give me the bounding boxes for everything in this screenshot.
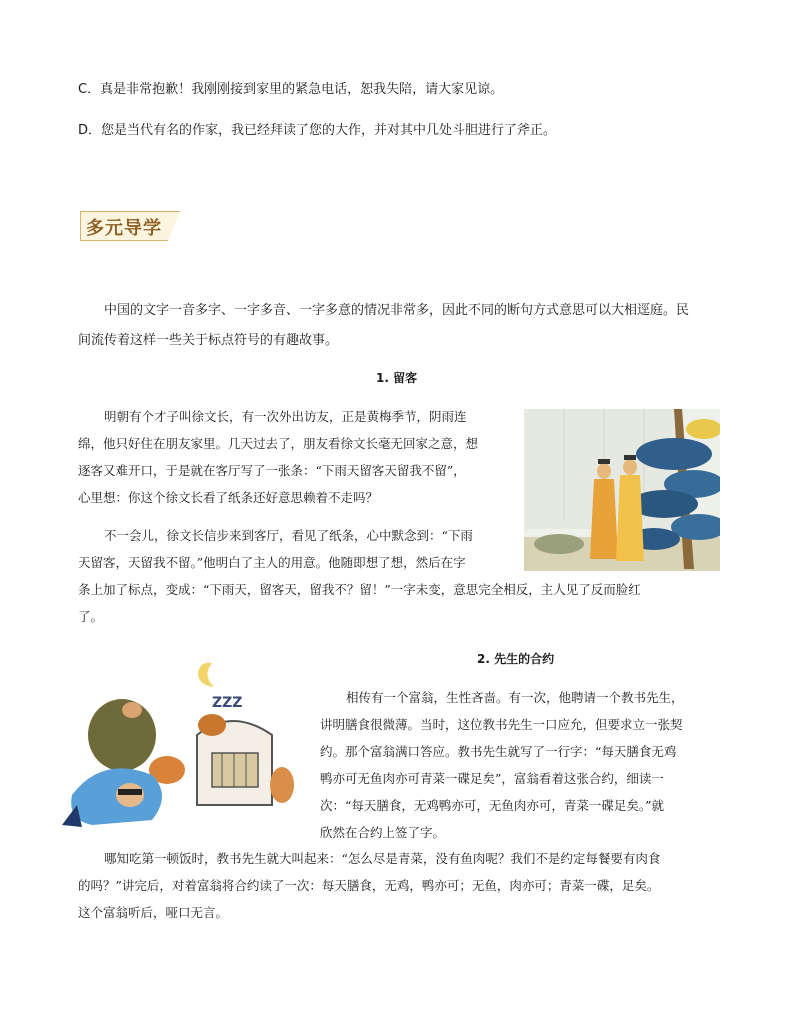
option-d: D．您是当代有名的作家，我已经拜读了您的大作，并对其中几处斗胆进行了斧正。 (78, 123, 557, 138)
story1-p2-line: 不一会儿，徐文长信步来到客厅，看见了纸条，心中默念到：“下雨 (104, 528, 473, 543)
story1-p1-line: 心里想：你这个徐文长看了纸条还好意思赖着不走吗？ (78, 490, 379, 505)
story1-paragraph-1 (78, 403, 518, 511)
story1-p1-line: 明朝有个才子叫徐文长，有一次外出访友，正是黄梅季节，阴雨连 (104, 409, 467, 424)
story2-paragraph-2 (78, 845, 728, 926)
story2-p2-line: 的吗？”讲完后，对着富翁将合约读了一次：每天膳食，无鸡，鸭亦可；无鱼，肉亦可；青菜一碟，足矣。 (78, 878, 660, 893)
option-c: C．真是非常抱歉！我刚刚接到家里的紧急电话，恕我失陪，请大家见谅。 (78, 82, 504, 97)
story2-p1-line: 讲明膳食很微薄。当时，这位教书先生一口应允，但要求立一张契 (320, 717, 683, 732)
figure-head (623, 459, 637, 475)
story2-paragraph-1 (320, 684, 720, 846)
tree-foliage (636, 438, 712, 470)
chicken (270, 767, 294, 803)
story2-p1-line: 欣然在合约上签了字。 (320, 825, 446, 840)
intro-paragraph (78, 296, 718, 356)
story2-p1-line: 相传有一个富翁，生性吝啬。有一次，他聘请一个教书先生， (346, 690, 684, 705)
story1-p2-line: 条上加了标点，变成：“下雨天，留客天，留我不？留！”一字未变，意思完全相反，主人见了反而脸红 (78, 582, 641, 597)
story1-p1-line: 逐客又难开口，于是就在客厅写了一张条：“下雨天留客天留我不留”， (78, 463, 466, 478)
story1-title: 1. 留客 (376, 371, 418, 385)
story2-p2-line: 这个富翁听后，哑口无言。 (78, 905, 229, 920)
intro-line-1: 中国的文字一音多字、一字多音、一字多意的情况非常多，因此不同的断句方式意思可以大相逕庭。民 (104, 303, 690, 318)
sleep-zzz: ZZZ (212, 695, 243, 711)
story2-p1-line: 鸭亦可无鱼肉亦可青菜一碟足矣”，富翁看着这张合约，细读一 (320, 771, 664, 786)
section-badge (80, 211, 186, 244)
rock (534, 534, 584, 554)
story2-p2-line: 哪知吃第一顿饭时，教书先生就大叫起来：“怎么尽是青菜，没有鱼肉呢？我们不是约定每餐要有肉食 (104, 851, 661, 866)
story2-p1-line: 次：“每天膳食，无鸡鸭亦可，无鱼肉亦可，青菜一碟足矣。”就 (320, 798, 665, 813)
story2-illustration (62, 655, 312, 835)
chicken (198, 714, 226, 736)
story2-title: 2. 先生的合约 (477, 652, 555, 666)
sack (88, 699, 156, 771)
moon-icon (198, 663, 214, 687)
figure-robe (590, 479, 618, 559)
figure-head (597, 463, 611, 479)
story1-illustration (524, 409, 720, 571)
story1-p2-line: 了。 (78, 609, 104, 624)
story2-p1-line: 约。那个富翁满口答应。教书先生就写了一行字：“每天膳食无鸡 (320, 744, 677, 759)
intro-line-2: 间流传着这样一些关于标点符号的有趣故事。 (78, 333, 339, 348)
story1-p1-line: 绵，他只好住在朋友家里。几天过去了，朋友看徐文长毫无回家之意，想 (78, 436, 479, 451)
badge-label: 多元导学 (86, 218, 162, 239)
story1-p2-line: 天留客，天留我不留。”他明白了主人的用意。他随即想了想，然后在字 (78, 555, 466, 570)
figure-robe (616, 475, 644, 561)
